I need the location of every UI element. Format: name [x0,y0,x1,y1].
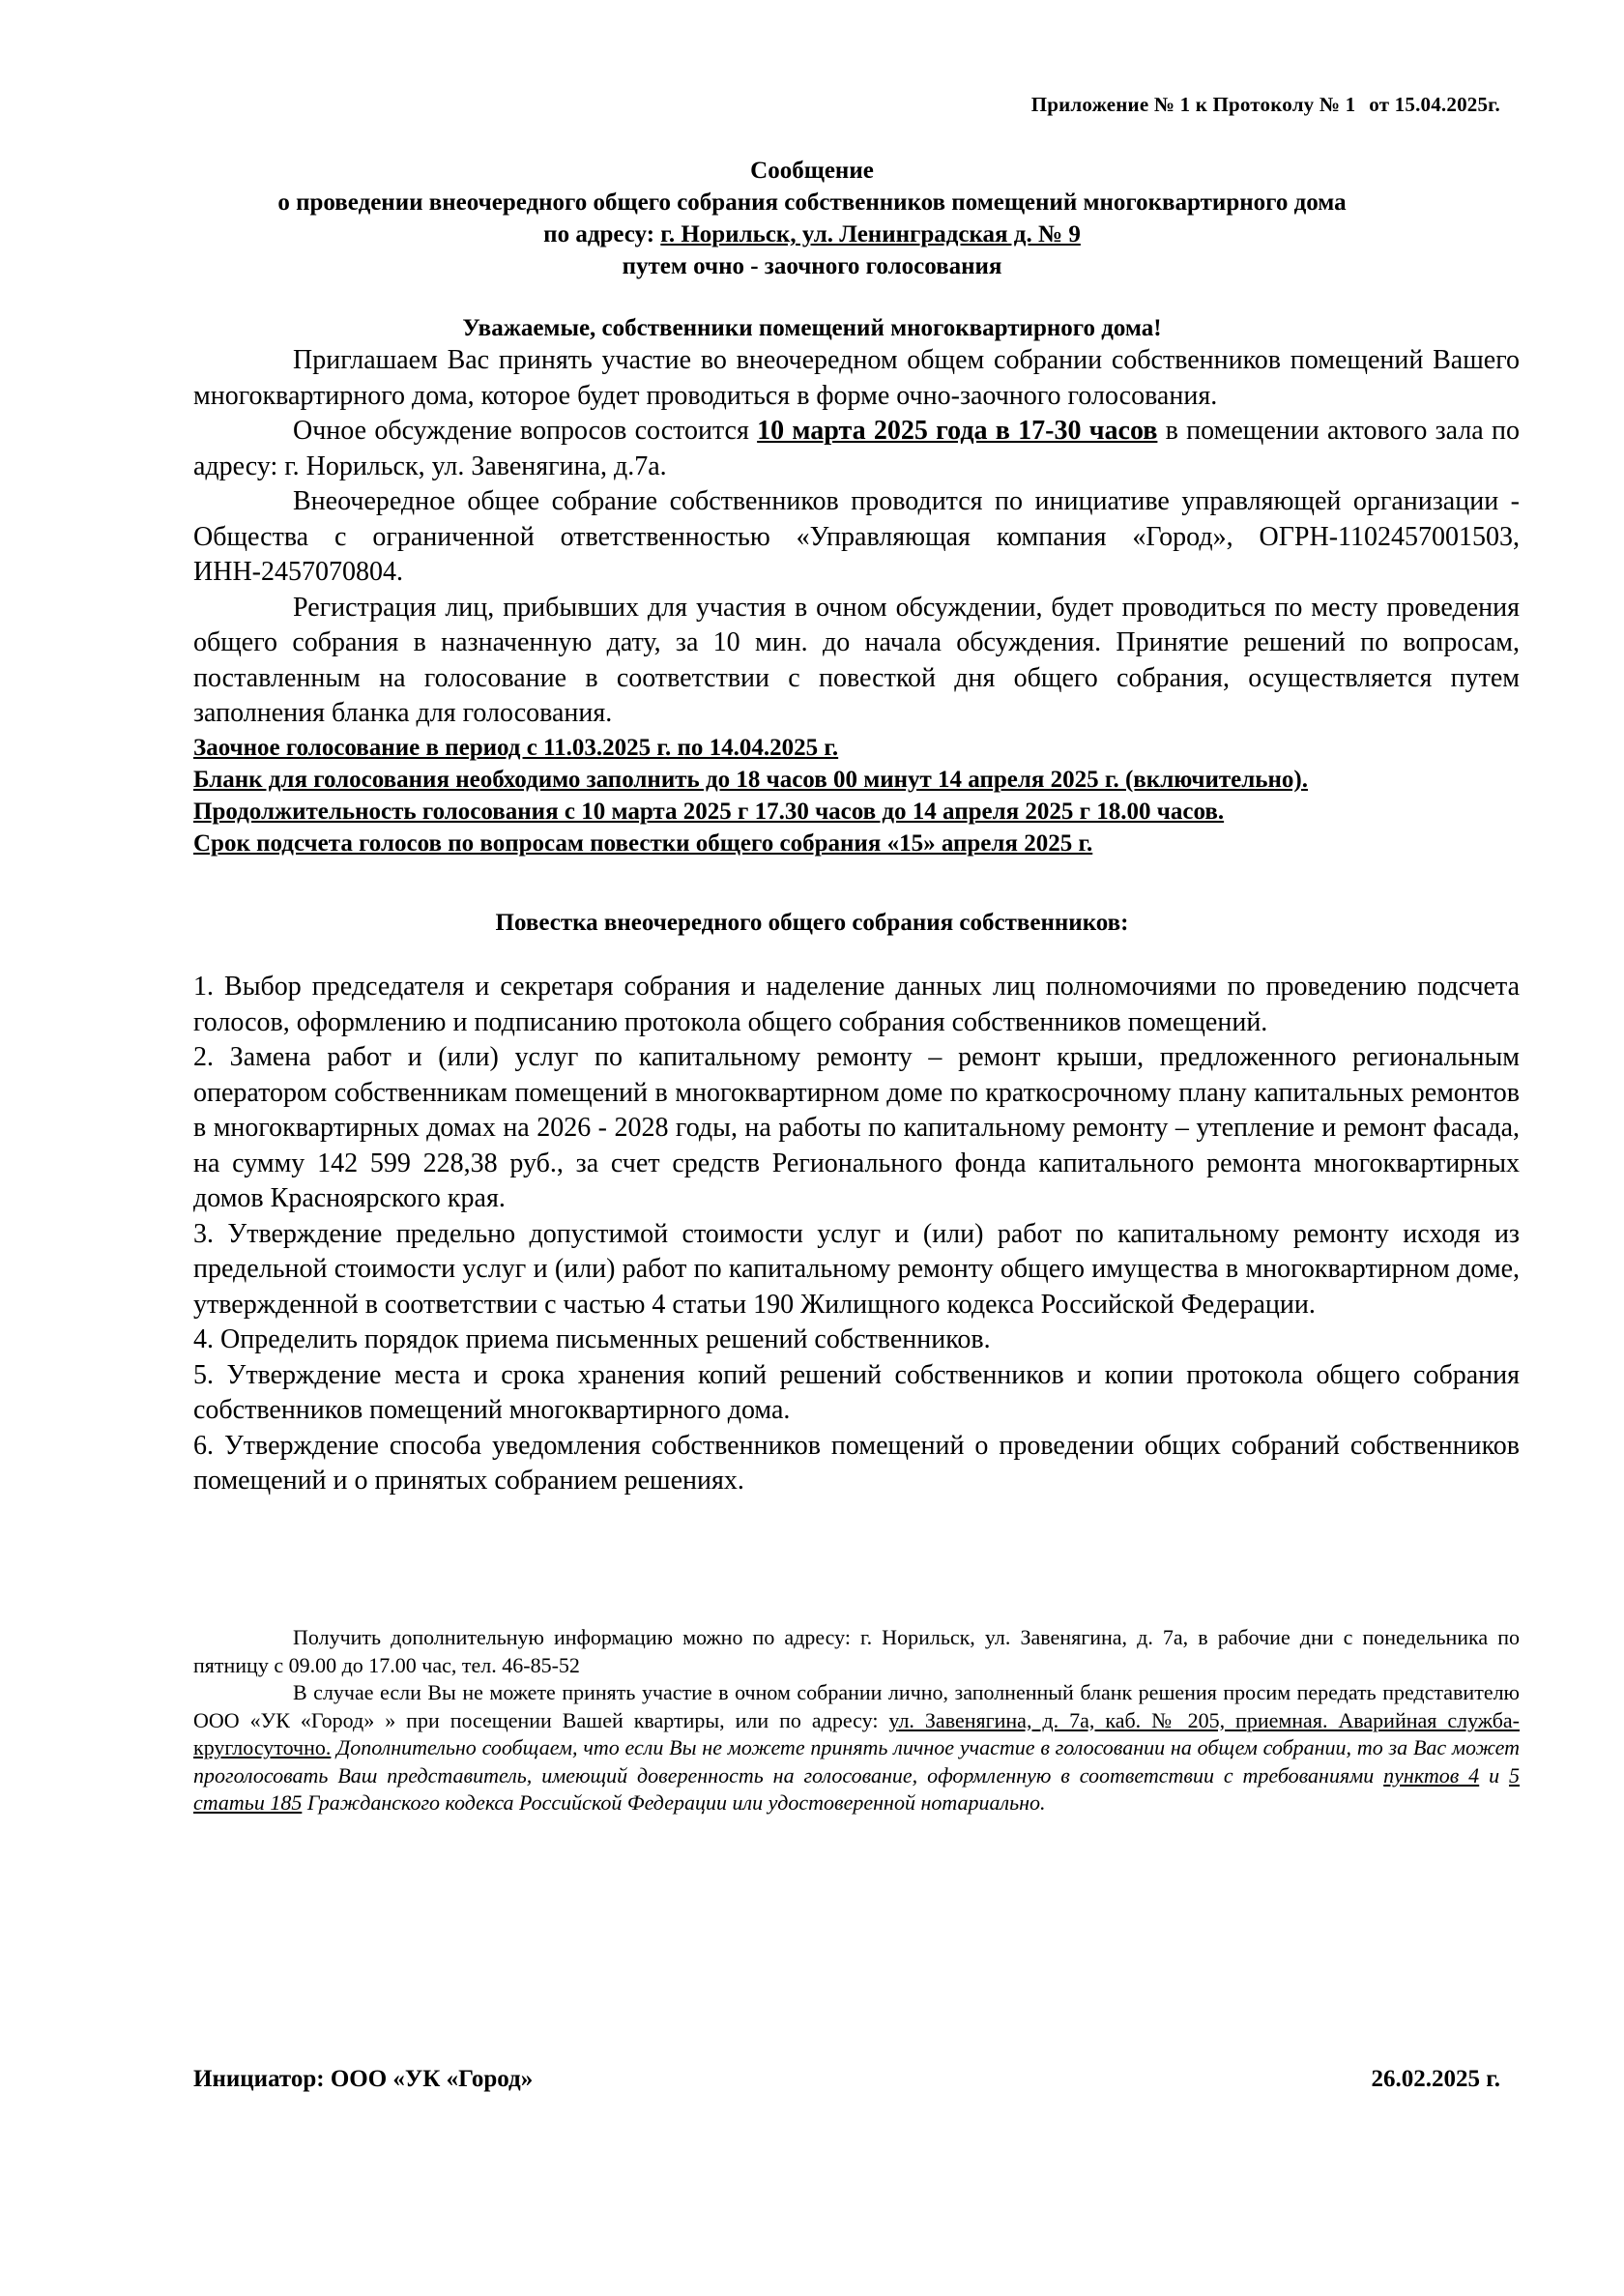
info-representative [193,1679,1520,1817]
agenda-item: 5. Утверждение места и срока хранения копий решений собственников и копии протокола общего собрания собственников помещений многоквартирного дома. [193,1359,1520,1425]
civil-code-link-2[interactable]: 5 статьи 185 [193,1762,1521,1815]
agenda-item: 6. Утверждение способа уведомления собственников помещений о проведении общих собраний собственников помещений и о принятых собранием решениях. [193,1430,1520,1496]
title-line-1: Сообщение [750,158,874,184]
title-address-prefix: по адресу: [543,221,661,247]
attachment-date: от 15.04.2025г. [1369,93,1500,116]
additional-info [193,1624,1520,1817]
deadline-line: Срок подсчета голосов по вопросам повестки общего собрания «15» апреля 2025 г. [193,829,1093,857]
title-line-3 [193,218,1431,250]
meeting-date-highlight: 10 марта 2025 года в 17-30 часов [757,416,1158,446]
paragraph-invitation: Приглашаем Вас принять участие во внеочередном общем собрании собственников помещений Вашего многоквартирного дома, которое будет проводиться в форме очно-заочного голосования. [193,345,1520,411]
info-proxy-text-end: Гражданского кодекса Российской Федерации или удостоверенной нотариально. [302,1790,1046,1815]
notice-body [193,343,1520,859]
agenda-item: 2. Замена работ и (или) услуг по капитальному ремонту – ремонт крыши, предложенного региональным оператором собственникам помещений в многоквартирном доме по краткосрочному плану капитальных ремонтов в многоквартирных домах на 2026 - 2028 годы, на работы по капитальному ремонту – утепление и ремонт фасада, на сумму 142 599 228,38 руб., за счет средств Регионального фонда капитального ремонта многоквартирных домов Красноярского края. [193,1042,1520,1213]
info-plain-text: В случае если Вы не можете принять участие в очном собрании лично, заполненный бланк решения просим передать представителю ООО «УК «Город» » при посещении Вашей квартиры, или по адресу: [193,1680,1520,1732]
info-contacts: Получить дополнительную информацию можно по адресу: г. Норильск, ул. Завенягина, д. 7а, в рабочие дни с понедельника по пятницу с 09.00 до 17.00 час, тел. 46-85-52 [193,1625,1520,1677]
info-proxy-text: Дополнительно сообщаем, что если Вы не можете принять личное участие в голосовании на общем собрании, то за Вас может проголосовать Ваш представитель, имеющий доверенность на голосование, оформленную в соответствии с требованиями [193,1735,1520,1787]
deadline-line: Бланк для голосования необходимо заполнить до 18 часов 00 минут 14 апреля 2025 г. (включительно). [193,766,1308,793]
agenda-title: Повестка внеочередного общего собрания собственников: [495,910,1129,936]
info-office-address: ул. Завенягина, д. 7а, каб. № 205, приемная. Аварийная служба- круглосуточно. [193,1707,1520,1759]
title-line-2: о проведении внеочередного общего собрания собственников помещений многоквартирного дома [277,189,1347,216]
paragraph-meeting-date [193,414,1520,484]
attachment-protocol: Приложение № 1 к Протоколу № 1 [1030,93,1356,116]
document-title [193,155,1431,282]
greeting: Уважаемые, собственники помещений многоквартирного дома! [462,315,1162,341]
deadline-line: Продолжительность голосования с 10 марта 2025 г 17.30 часов до 14 апреля 2025 г 18.00 часов. [193,798,1225,825]
document-date: 26.02.2025 г. [1371,2066,1500,2092]
agenda-item: 3. Утверждение предельно допустимой стоимости услуг и (или) работ по капитальному ремонту исходя из предельной стоимости услуг и (или) работ по капитальному ремонту общего имущества в многоквартирном доме, утвержденной в соответствии с частью 4 статьи 190 Жилищного кодекса Российской Федерации. [193,1218,1520,1320]
civil-code-link-1[interactable]: пунктов 4 [1383,1762,1480,1787]
agenda-item: 1. Выбор председателя и секретаря собрания и наделение данных лиц полномочиями по проведению подсчета голосов, оформлению и подписанию протокола общего собрания собственников помещений. [193,972,1520,1037]
deadline-line: Заочное голосование в период с 11.03.2025 г. по 14.04.2025 г. [193,734,839,761]
meeting-text-after: в помещении актового зала по адресу: г. Норильск, ул. Завенягина, д.7а. [193,416,1520,481]
attachment-note [1031,93,1500,117]
agenda-list [193,970,1520,1499]
paragraph-initiator: Внеочередное общее собрание собственников проводится по инициативе управляющей организации - Общества с ограниченной ответственностью «Управляющая компания «Город», ОГРН-1102457001503, ИНН-2457070804. [193,486,1520,587]
title-address: г. Норильск, ул. Ленинградская д. № 9 [660,221,1081,247]
title-line-4: путем очно - заочного голосования [622,253,1002,279]
initiator-signature: Инициатор: ООО «УК «Город» [193,2066,534,2092]
paragraph-registration: Регистрация лиц, прибывших для участия в очном обсуждении, будет проводиться по месту проведения общего собрания в назначенную дату, за 10 мин. до начала обсуждения. Принятие решений по вопросам, поставленным на голосование в соответствии с повесткой дня общего собрания, осуществляется путем заполнения бланка для голосования. [193,592,1520,728]
meeting-text-before: Очное обсуждение вопросов состоится [293,416,758,446]
info-and: и [1479,1762,1510,1787]
agenda-item: 4. Определить порядок приема письменных решений собственников. [193,1324,991,1354]
